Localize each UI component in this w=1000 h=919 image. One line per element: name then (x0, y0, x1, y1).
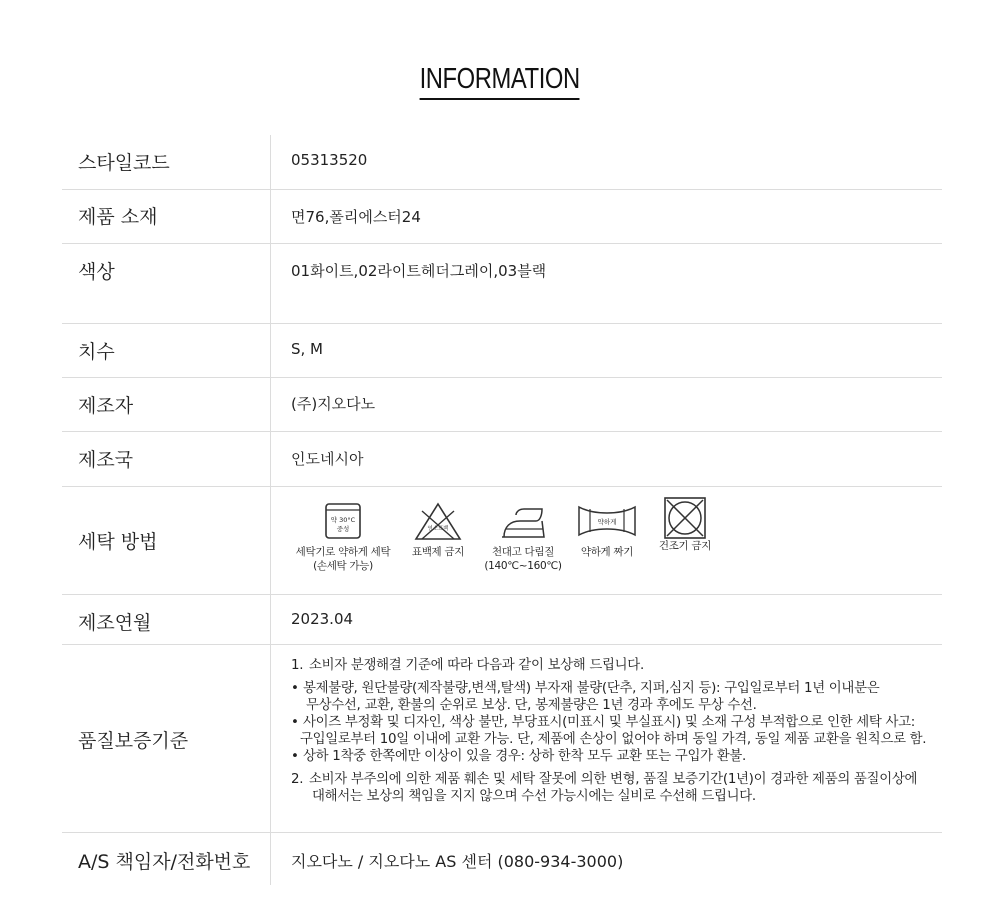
date-value: 2023.04 (291, 610, 354, 628)
warranty-item-2: 2. 소비자 부주의에 의한 제품 훼손 및 세탁 잘못에 의한 변형, 품질 보증기간(1년)이 경과한 제품의 품질이상에 대해서는 보상의 책임을 지지 않으며 수선 가능시에는 실비로 수선해 드립니다. (291, 772, 918, 804)
care-item-bleach (402, 501, 474, 559)
wring-inner-text: 약하게 (597, 518, 617, 526)
style-code-value: 05313520 (291, 151, 368, 169)
care-caption-dryer: 건조기 금지 (658, 540, 712, 552)
wash-30-neutral: 중성 (336, 525, 350, 533)
row-color (62, 244, 942, 324)
row-warranty (62, 645, 942, 833)
row-maker (62, 378, 942, 432)
wash-30-temp: 약 30°C (330, 516, 356, 524)
wring-gently-icon (576, 501, 638, 541)
no-bleach-icon (412, 501, 464, 541)
page-title (0, 60, 1000, 100)
maker-value: (주)지오다노 (291, 395, 376, 413)
size-value: S, M (291, 340, 323, 358)
material-label: 제품 소재 (78, 206, 158, 228)
warranty-bullet-2: • 사이즈 부정확 및 디자인, 색상 불만, 부당표시(미표시 및 부실표시) 및 소재 구성 부적합으로 인한 세탁 사고: 구입일로부터 10일 이내에 교환 가능. 단, 제품에 손상이 없어야 하며 동일 가격, 동일 제품 교환을 원칙으로 함. (291, 715, 927, 747)
warranty-item-1: 1. 소비자 분쟁해결 기준에 따라 다음과 같이 보상해 드립니다. (291, 658, 644, 673)
date-label: 제조연월 (78, 612, 152, 634)
care-icons (290, 501, 720, 591)
country-label: 제조국 (78, 449, 134, 471)
warranty-bullet-3: • 상하 1착중 한쪽에만 이상이 있을 경우: 상하 한착 모두 교환 또는 구입가 환불. (291, 749, 746, 764)
row-as (62, 833, 942, 891)
row-country (62, 432, 942, 487)
row-size (62, 324, 942, 378)
info-table (62, 135, 942, 891)
care-caption-iron-1: 천대고 다림질 (491, 546, 555, 558)
no-tumble-dry-icon (662, 495, 708, 539)
care-caption-wash-1: 세탁기로 약하게 세탁 (295, 546, 391, 558)
care-item-wash (290, 501, 396, 573)
iron-icon (498, 501, 548, 541)
care-item-dryer (650, 501, 720, 553)
care-caption-bleach: 표백제 금지 (411, 546, 465, 558)
care-caption-wash-2: (손세탁 가능) (313, 560, 373, 572)
care-caption-wring: 약하게 짜기 (580, 546, 634, 558)
warranty-label: 품질보증기준 (78, 730, 189, 752)
wash-30-icon (323, 501, 363, 541)
row-wash (62, 487, 942, 595)
warranty-bullet-1: • 봉제불량, 원단불량(제작불량,변색,탈색) 부자재 불량(단추, 지퍼,심지 등): 구입일로부터 1년 이내분은 무상수선, 교환, 환불의 순위로 보상. 단, 봉제불량은 1년 경과 후에도 무상 수선. (291, 681, 880, 713)
care-item-wring (570, 501, 644, 559)
row-style-code (62, 135, 942, 190)
title-text: INFORMATION (420, 60, 580, 100)
size-label: 치수 (78, 341, 115, 363)
color-label: 색상 (78, 261, 115, 283)
row-date (62, 595, 942, 645)
care-caption-iron-2: (140℃~160℃) (484, 560, 562, 572)
style-code-label: 스타일코드 (78, 152, 170, 174)
maker-label: 제조자 (78, 395, 134, 417)
warranty-text (291, 657, 941, 805)
country-value: 인도네시아 (291, 450, 364, 468)
wash-label: 세탁 방법 (78, 531, 158, 553)
bleach-inner-text: 염소표백 (427, 526, 449, 532)
row-material (62, 190, 942, 244)
care-item-iron (478, 501, 568, 573)
material-value: 면76,폴리에스터24 (291, 208, 421, 226)
color-value: 01화이트,02라이트헤더그레이,03블랙 (291, 262, 547, 280)
as-value: 지오다노 / 지오다노 AS 센터 (080-934-3000) (291, 852, 624, 871)
as-label: A/S 책임자/전화번호 (78, 851, 251, 873)
